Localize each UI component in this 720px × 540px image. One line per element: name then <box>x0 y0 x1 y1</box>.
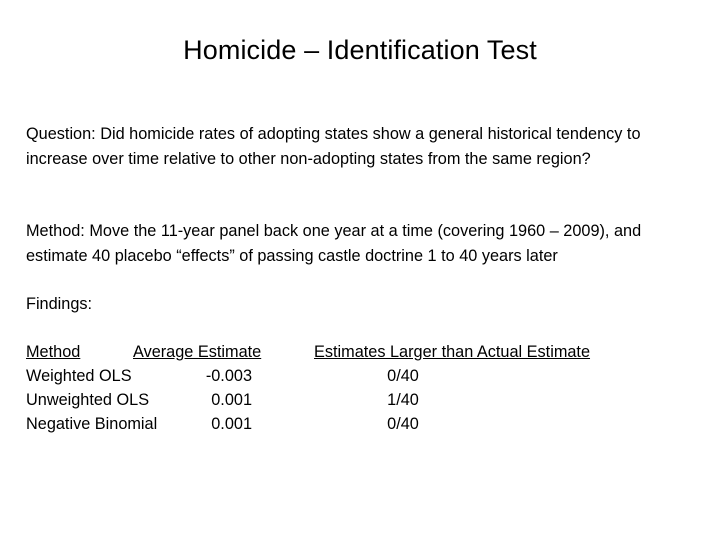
header-larger-than-actual: Estimates Larger than Actual Estimate <box>314 343 591 361</box>
table-row-average-estimate: 0.001 <box>211 391 252 409</box>
table-row-method: Weighted OLS <box>26 367 132 385</box>
question-text: Question: Did homicide rates of adopting states show a general historical tendency to increase over time relative to other non-adopting states from the same region? <box>26 125 641 168</box>
table-row-larger-than-actual: 0/40 <box>387 415 419 433</box>
method-text: Method: Move the 11-year panel back one year at a time (covering 1960 – 2009), and estimate 40 placebo “effects” of passing castle doctrine 1 to 40 years later <box>26 222 642 265</box>
slide-title: Homicide – Identification Test <box>183 35 537 65</box>
header-average-estimate: Average Estimate <box>133 343 262 361</box>
table-row-larger-than-actual: 1/40 <box>387 391 419 409</box>
table-row-average-estimate: 0.001 <box>211 415 252 433</box>
table-row-average-estimate: -0.003 <box>205 367 252 385</box>
table-row-method: Negative Binomial <box>26 415 158 433</box>
table-row-larger-than-actual: 0/40 <box>387 367 419 385</box>
findings-label: Findings: <box>26 295 93 313</box>
table-row-method: Unweighted OLS <box>26 391 150 409</box>
header-method: Method <box>26 343 81 361</box>
